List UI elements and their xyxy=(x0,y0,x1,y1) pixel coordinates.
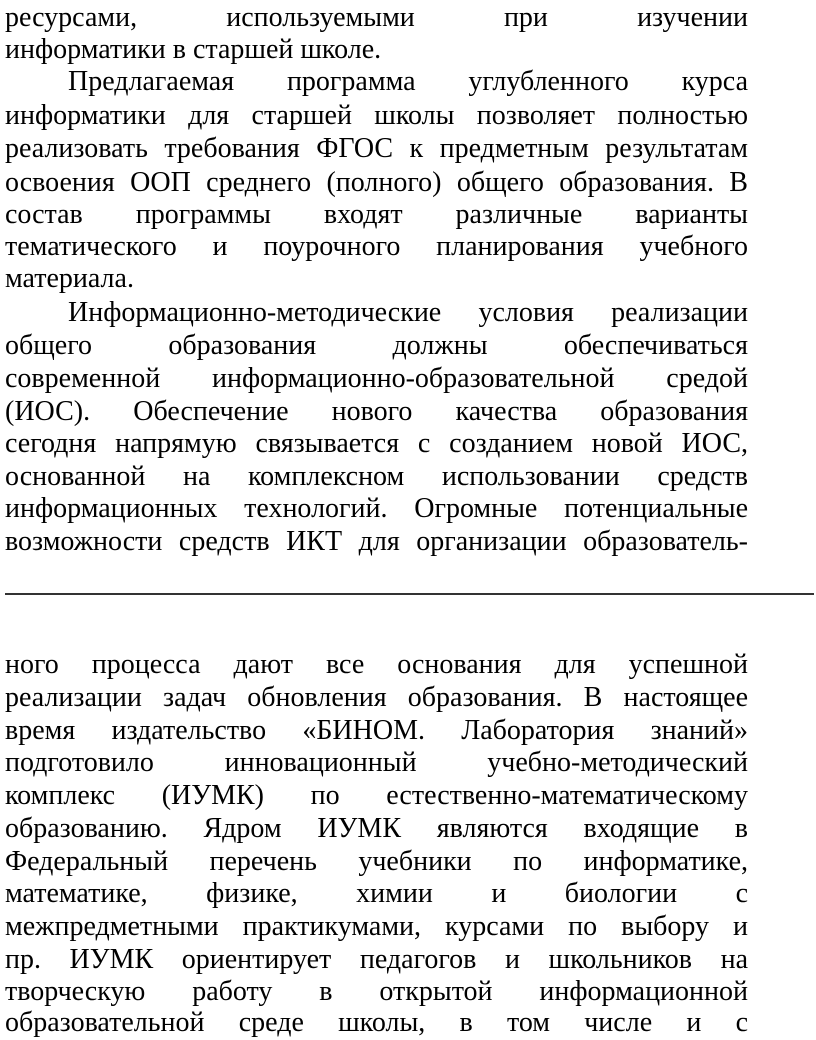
text-line: общего образования должны обеспечиваться xyxy=(5,330,748,361)
text-line: межпредметными практикумами, курсами по выбору и xyxy=(5,911,748,942)
text-line: творческую работу в открытой информационной xyxy=(5,976,748,1007)
text-line: комплекс (ИУМК) по естественно-математическому xyxy=(5,780,748,811)
text-line: (ИОС). Обеспечение нового качества образования xyxy=(5,396,748,427)
text-line: реализовать требования ФГОС к предметным результатам xyxy=(5,133,748,164)
text-line: подготовило инновационный учебно-методический xyxy=(5,747,748,778)
text-line: состав программы входят различные варианты xyxy=(5,199,748,230)
text-line: Федеральный перечень учебники по информатике, xyxy=(5,846,748,877)
text-line: ресурсами, используемыми при изучении xyxy=(5,2,748,33)
text-line: ного процесса дают все основания для успешной xyxy=(5,649,748,680)
text-line: образованию. Ядром ИУМК являются входящие в xyxy=(5,813,748,844)
text-line: возможности средств ИКТ для организации образователь- xyxy=(5,526,748,557)
page-break-divider xyxy=(5,593,814,596)
text-line: информатики в старшей школе. xyxy=(5,34,382,65)
text-line: информатики для старшей школы позволяет полностью xyxy=(5,100,748,131)
text-line: время издательство «БИНОМ. Лаборатория знаний» xyxy=(5,715,748,746)
text-line: основанной на комплексном использовании средств xyxy=(5,461,748,492)
paragraph-first-line: Предлагаемая программа углубленного курса xyxy=(68,66,748,97)
text-line: образовательной среде школы, в том числе и с xyxy=(5,1007,748,1038)
text-line: тематического и поурочного планирования учебного xyxy=(5,231,748,262)
text-line: математике, физике, химии и биологии с xyxy=(5,878,748,909)
text-line: пр. ИУМК ориентирует педагогов и школьников на xyxy=(5,944,748,975)
text-line: информационных технологий. Огромные потенциальные xyxy=(5,493,748,524)
text-line: современной информационно-образовательной средой xyxy=(5,363,748,394)
text-line: освоения ООП среднего (полного) общего образования. В xyxy=(5,167,748,198)
text-line: сегодня напрямую связывается с созданием новой ИОС, xyxy=(5,428,748,459)
text-line: материала. xyxy=(5,263,134,294)
text-line: реализации задач обновления образования. В настоящее xyxy=(5,682,748,713)
paragraph-first-line: Информационно-методические условия реализации xyxy=(68,297,748,328)
